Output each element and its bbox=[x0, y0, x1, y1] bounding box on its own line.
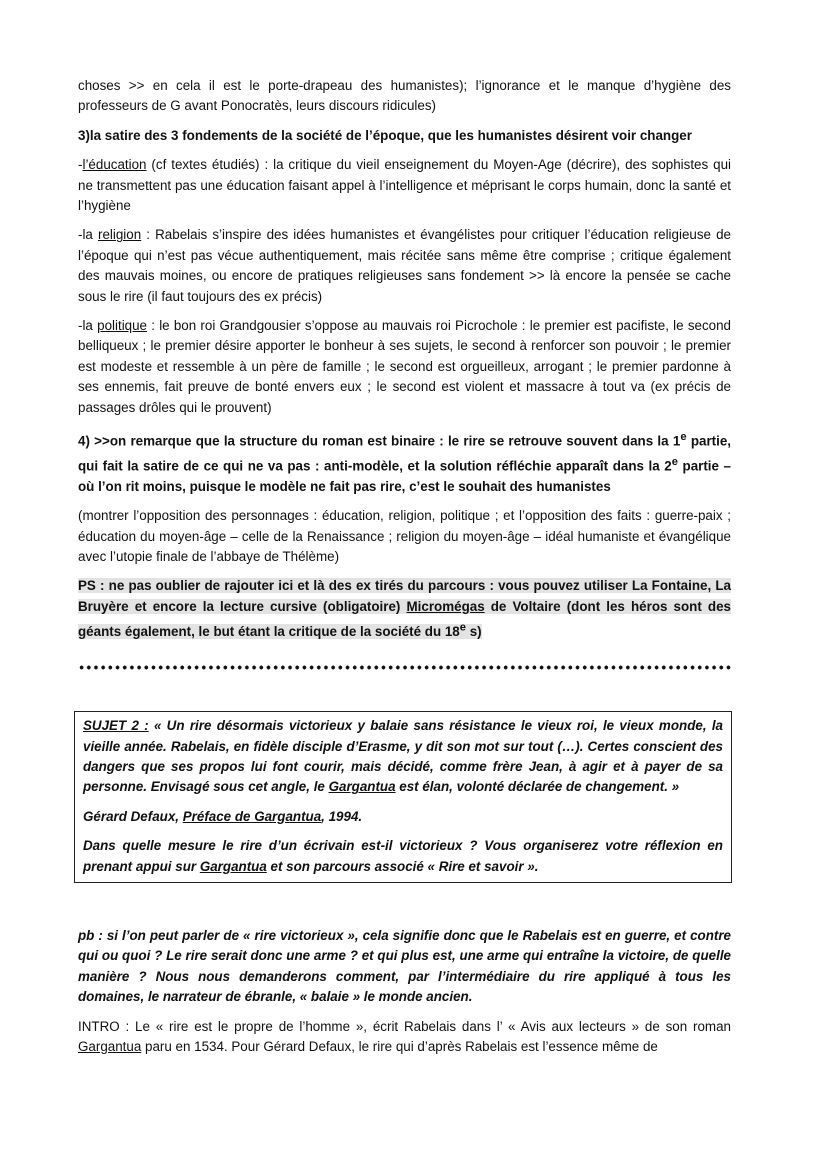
paragraph-text: INTRO : Le « rire est le propre de l’homme », écrit Rabelais dans l’ « Avis aux lecteurs » de son roman bbox=[78, 1018, 731, 1034]
subject-box bbox=[74, 711, 732, 883]
paragraph-politique bbox=[78, 316, 731, 418]
book-title-gargantua: Gargantua bbox=[78, 1039, 142, 1055]
section-heading-3 bbox=[78, 126, 731, 146]
paragraph-structure bbox=[78, 427, 731, 497]
bullet-prefix: - bbox=[78, 157, 83, 173]
underlined-term-religion: religion bbox=[98, 227, 142, 243]
paragraph-opposition bbox=[78, 506, 731, 567]
bullet-prefix: -la bbox=[78, 227, 98, 243]
subject-question bbox=[83, 836, 723, 877]
paragraph-ps bbox=[78, 576, 731, 642]
heading-text: 3)la satire des 3 fondements de la société de l’époque, que les humanistes désirent voir changer bbox=[78, 127, 692, 143]
ps-text: s) bbox=[465, 623, 482, 639]
underlined-term-education: l’éducation bbox=[82, 157, 147, 173]
quote-text: « Un rire désormais victorieux y balaie sans résistance le vieux roi, le vieux monde, la vieille année. Rabelais, en fidèle disciple d’Erasme, y dit son mot sur tout (…). Certes conscient des dangers que ses propos lui font courir, mais décidé, comme frère Jean, à agir et à payer de sa personne. Envisagé sous cet angle, le bbox=[83, 718, 723, 795]
paragraph-text: pb : si l’on peut parler de « rire victorieux », cela signifie donc que le Rabelais est en guerre, et contre qui ou quoi ? Le rire serait donc une arme ? et qui plus est, une arme qui entraîne la victoire, de quelle manière ? Nous nous demanderons comment, par l’intermédiaire du rire appliqué à tous les domaines, le narrateur de ébranle, « balaie » le monde ancien. bbox=[78, 928, 731, 1005]
spacer bbox=[78, 883, 731, 926]
subject-label: SUJET 2 : bbox=[83, 718, 149, 734]
book-title-gargantua: Gargantua bbox=[199, 858, 267, 874]
paragraph-text: : le bon roi Grandgousier s’oppose au mauvais roi Picrochole : le premier est pacifiste, le second belliqueux ; le premier désire apporter le bonheur à ses sujets, le second à renforcer son pouvoir ; le premier est modeste et ressemble à un père de famille ; le second est orgueilleux, arrogant ; le premier pardonne à ses ennemis, fait preuve de bonté envers eux ; le second est violent et massacre à tout va (ex précis de passages drôles qui le prouvent) bbox=[78, 318, 731, 415]
paragraph-text: partie, qui fait la satire de ce qui ne va pas : anti-modèle, et la solution réfléchie apparaît dans la 2 bbox=[78, 433, 732, 474]
paragraph-religion bbox=[78, 225, 731, 307]
author-name: Gérard Defaux, bbox=[83, 808, 183, 824]
paragraph-problematique bbox=[78, 926, 731, 1008]
book-title-gargantua: Gargantua bbox=[328, 779, 396, 795]
ps-text: de Voltaire (dont les héros sont des géants également, le but étant la critique de la société du 18 bbox=[78, 598, 731, 639]
paragraph-text: (montrer l’opposition des personnages : éducation, religion, politique ; et l’opposition des faits : guerre-paix ; éducation du moyen-âge – celle de la Renaissance ; religion du moyen-âge – idéal humaniste et évangélique avec l’utopie finale de l’abbaye de Thélème) bbox=[78, 508, 731, 565]
question-text: et son parcours associé « Rire et savoir ». bbox=[266, 858, 539, 874]
ps-text: PS : ne pas oublier de rajouter ici et là des ex tirés du parcours : vous pouvez utiliser La Fontaine, La Bruyère et encore la lecture cursive (obligatoire) bbox=[78, 578, 731, 614]
paragraph-education bbox=[78, 155, 731, 216]
paragraph-text: (cf textes étudiés) : la critique du vieil enseignement du Moyen-Age (décrire), des sophistes qui ne transmettent pas une éducation faisant appel à l’intelligence et méprisant le corps humain, donc la santé et l’hygiène bbox=[78, 157, 731, 214]
subject-quote bbox=[83, 716, 723, 798]
paragraph-text: 4) >>on remarque que la structure du roman est binaire : le rire se retrouve souvent dans la 1 bbox=[78, 433, 681, 449]
superscript: e bbox=[459, 621, 466, 634]
paragraph-text: paru en 1534. Pour Gérard Defaux, le rire qui d’après Rabelais est l’essence même de bbox=[141, 1039, 658, 1055]
source-title: Préface de Gargantua bbox=[182, 808, 322, 824]
citation-year: , 1994. bbox=[321, 808, 363, 824]
paragraph-text: choses >> en cela il est le porte-drapeau des humanistes); l’ignorance et le manque d’hygiène des professeurs de G avant Ponocratès, leurs discours ridicules) bbox=[78, 78, 731, 114]
question-text: Dans quelle mesure le rire d’un écrivain est-il victorieux ? Vous organiserez votre réflexion en prenant appui sur bbox=[83, 838, 723, 874]
paragraph-text: partie – où l’on rit moins, puisque le modèle ne fait pas rire, c’est le souhait des humanistes bbox=[78, 458, 732, 494]
superscript: e bbox=[671, 455, 678, 468]
paragraph-continuation bbox=[78, 76, 731, 117]
paragraph-intro bbox=[78, 1017, 731, 1058]
ps-highlight bbox=[78, 578, 731, 638]
paragraph-text: : Rabelais s’inspire des idées humanistes et évangélistes pour critiquer l’éducation religieuse de l’époque qui n’est pas vécue authentiquement, mais récitée sans même être comprise ; critique également des mauvais moines, ou encore de pratiques religieuses sans fondement >> là encore la pensée se cache sous le rire (il faut toujours des ex précis) bbox=[78, 227, 731, 304]
underlined-term-politique: politique bbox=[97, 318, 148, 334]
superscript: e bbox=[680, 431, 687, 444]
quote-text: est élan, volonté déclarée de changement. » bbox=[395, 779, 680, 795]
book-title-micromegas: Micromégas bbox=[406, 598, 485, 614]
subject-citation bbox=[83, 807, 723, 827]
document-page bbox=[78, 76, 731, 1066]
bullet-prefix: -la bbox=[78, 318, 98, 334]
dotted-separator bbox=[78, 664, 731, 671]
